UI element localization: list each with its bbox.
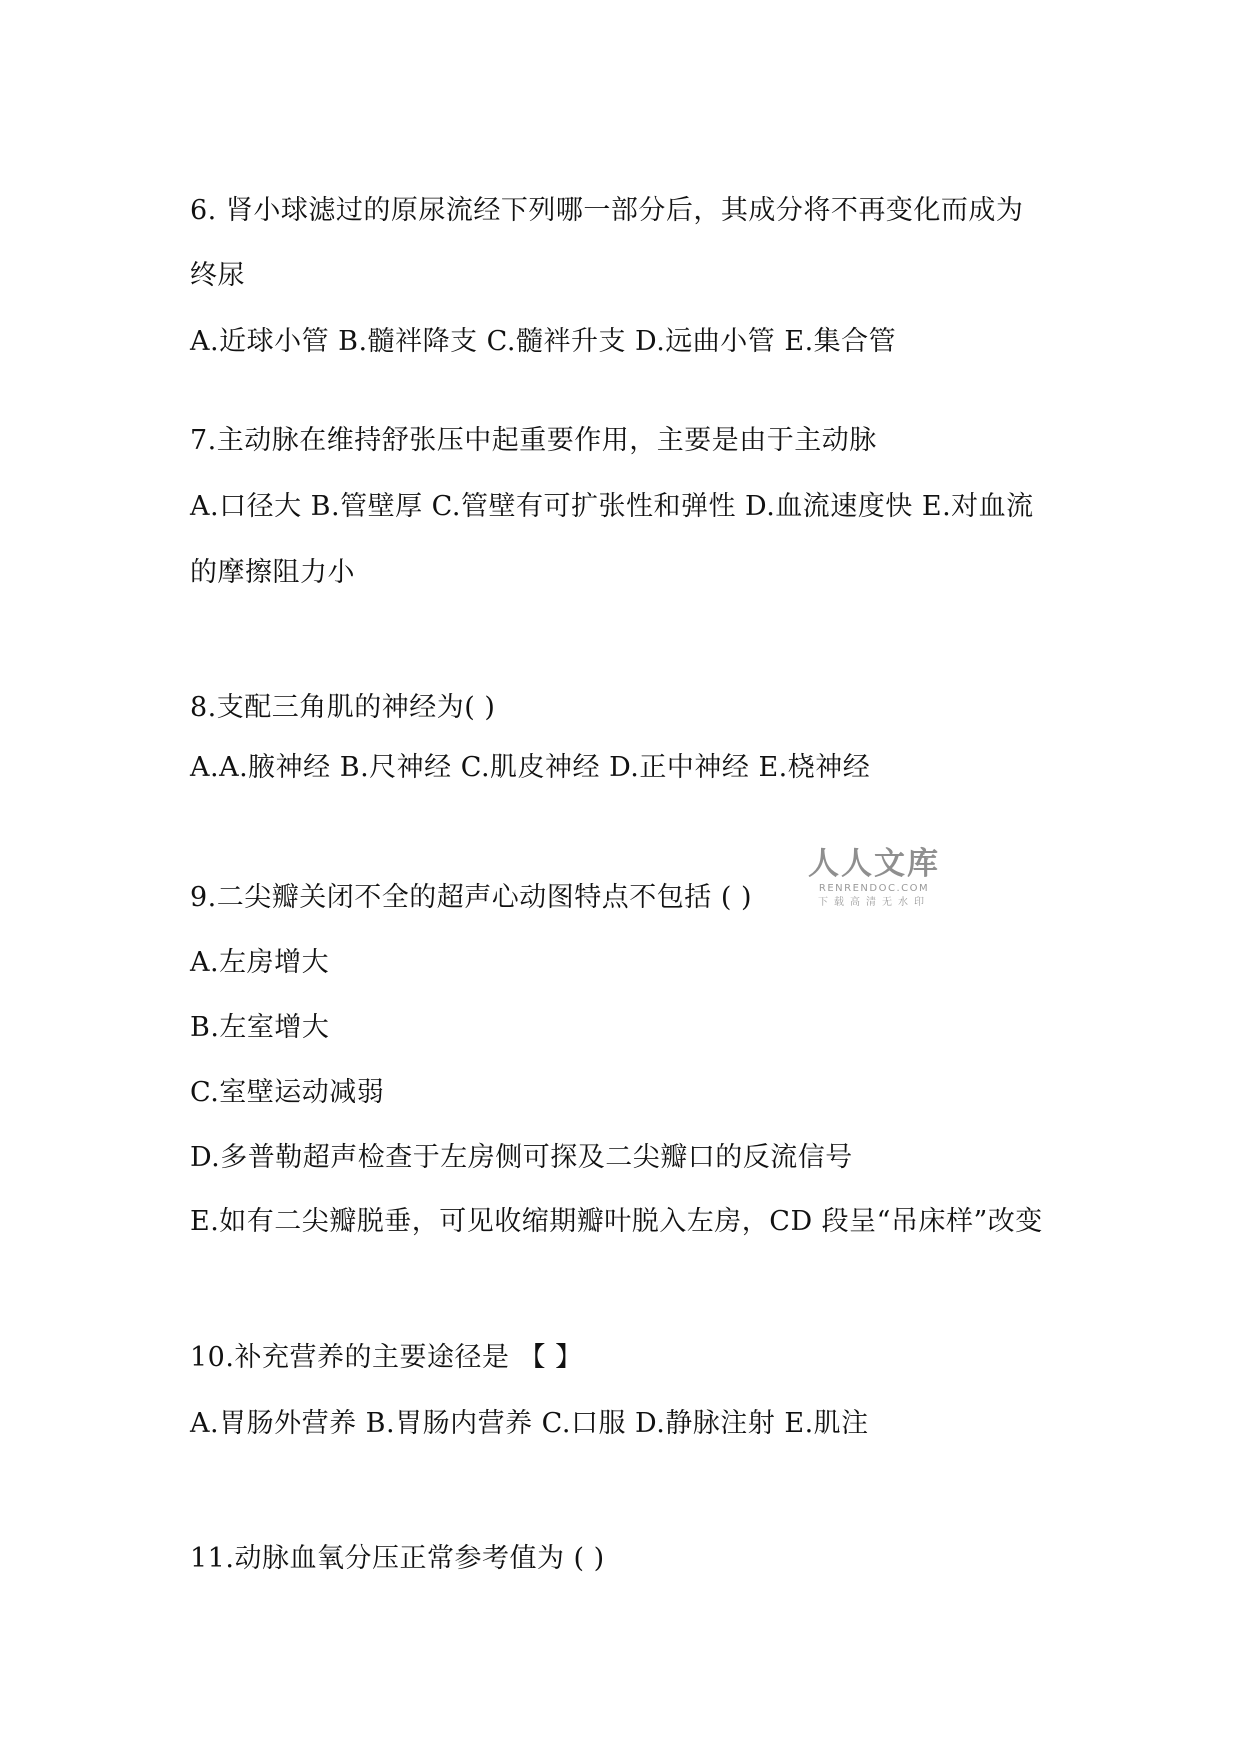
q6-stem-line-1: 6. 肾小球滤过的原尿流经下列哪一部分后，其成分将不再变化而成为 (190, 195, 1024, 226)
q9-option-a: A.左房增大 (190, 947, 330, 978)
q6-options: A.近球小管 B.髓袢降支 C.髓袢升支 D.远曲小管 E.集合管 (190, 326, 897, 357)
q7-stem: 7.主动脉在维持舒张压中起重要作用，主要是由于主动脉 (190, 425, 877, 456)
q7-options-line-1: A.口径大 B.管壁厚 C.管壁有可扩张性和弹性 D.血流速度快 E.对血流 (190, 491, 1034, 522)
q9-option-d: D.多普勒超声检查于左房侧可探及二尖瓣口的反流信号 (190, 1142, 853, 1173)
q11-stem: 11.动脉血氧分压正常参考值为 ( ) (190, 1543, 605, 1574)
watermark-tagline: 下载高清无水印 (818, 897, 930, 908)
q6-stem-line-2: 终尿 (190, 260, 245, 291)
q9-option-e: E.如有二尖瓣脱垂，可见收缩期瓣叶脱入左房，CD 段呈“吊床样”改变 (190, 1206, 1043, 1237)
q10-options: A.胃肠外营养 B.胃肠内营养 C.口服 D.静脉注射 E.肌注 (190, 1408, 869, 1439)
q9-option-c: C.室壁运动减弱 (190, 1077, 385, 1108)
q9-option-b: B.左室增大 (190, 1012, 330, 1043)
watermark-title: 人人文库 (808, 846, 940, 882)
watermark-domain: RENRENDOC.COM (818, 883, 930, 894)
q8-options: A.A.腋神经 B.尺神经 C.肌皮神经 D.正中神经 E.桡神经 (190, 752, 871, 783)
q7-options-line-2: 的摩擦阻力小 (190, 557, 355, 588)
q9-stem: 9.二尖瓣关闭不全的超声心动图特点不包括 ( ) (190, 882, 752, 913)
q8-stem: 8.支配三角肌的神经为( ) (190, 692, 496, 723)
watermark-logo (808, 846, 940, 909)
q10-stem: 10.补充营养的主要途径是 【 】 (190, 1342, 583, 1373)
